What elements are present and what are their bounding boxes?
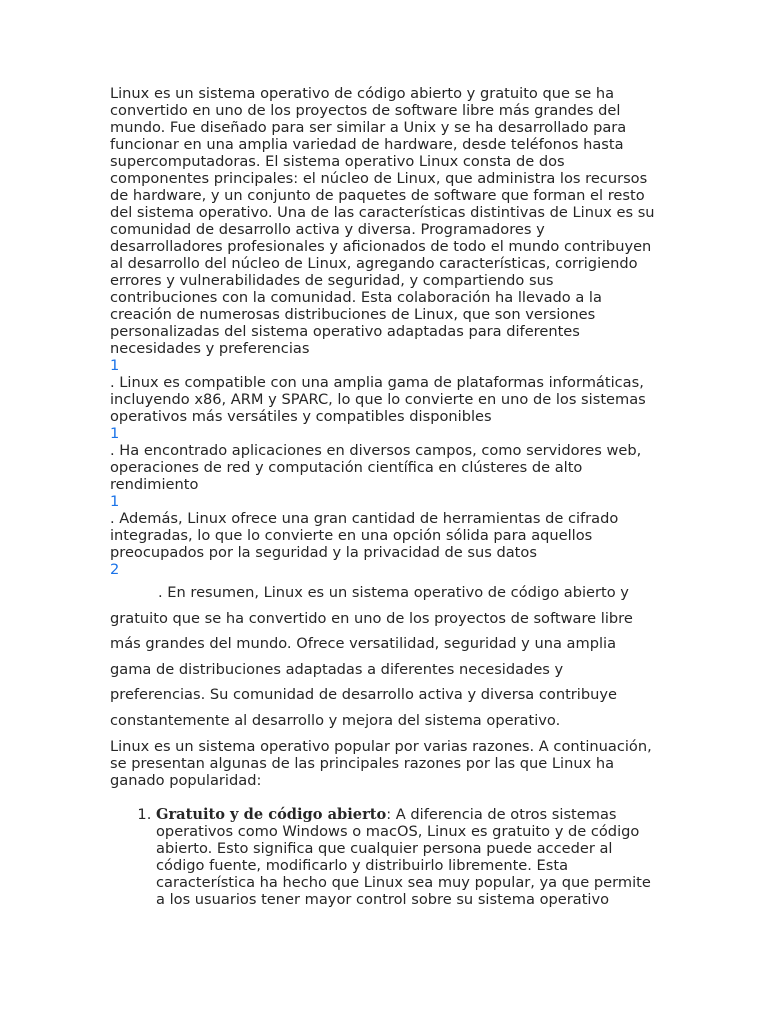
paragraph-applications: . Ha encontrado aplicaciones en diversos campos, como servidores web, operaciones de red y computación científica en clústeres de alto rendimiento bbox=[110, 442, 642, 493]
paragraph-intro-reasons: Linux es un sistema operativo popular por varias razones. A continuación, se presentan algunas de las principales razones por las que Linux ha ganado popularidad: bbox=[110, 738, 652, 789]
document-body bbox=[110, 85, 662, 908]
citation-link-4[interactable]: 2 bbox=[110, 561, 120, 578]
reasons-list bbox=[110, 806, 662, 908]
reason-title: Gratuito y de código abierto bbox=[156, 806, 387, 823]
reason-text: : A diferencia de otros sistemas operativos como Windows o macOS, Linux es gratuito y de código abierto. Esto significa que cualquier persona puede acceder al código fuente, modificarlo y distribuirlo libremente. Esta característica ha hecho que Linux sea muy popular, ya que permite a los usuarios tener mayor control sobre su sistema operativo bbox=[156, 806, 651, 908]
paragraph-linux-overview: Linux es un sistema operativo de código abierto y gratuito que se ha convertido en uno de los proyectos de software libre más grandes del mundo. Fue diseñado para ser similar a Unix y se ha desarrollado para funcionar en una amplia variedad de hardware, desde teléfonos hasta supercomputadoras. El sistema operativo Linux consta de dos componentes principales: el núcleo de Linux, que administra los recursos de hardware, y un conjunto de paquetes de software que forman el resto del sistema operativo. Una de las características distintivas de Linux es su comunidad de desarrollo activa y diversa. Programadores y desarrolladores profesionales y aficionados de todo el mundo contribuyen al desarrollo del núcleo de Linux, agregando características, corrigiendo errores y vulnerabilidades de seguridad, y compartiendo sus contribuciones con la comunidad. Esta colaboración ha llevado a la creación de numerosas distribuciones de Linux, que son versiones personalizadas del sistema operativo adaptadas para diferentes necesidades y preferencias bbox=[110, 85, 655, 357]
paragraph-security: . Además, Linux ofrece una gran cantidad de herramientas de cifrado integradas, lo que lo convierte en una opción sólida para aquellos preocupados por la seguridad y la privacidad de sus datos bbox=[110, 510, 619, 561]
citation-link-3[interactable]: 1 bbox=[110, 493, 120, 510]
list-item bbox=[156, 806, 662, 908]
citation-link-2[interactable]: 1 bbox=[110, 425, 120, 442]
paragraph-compatibility: . Linux es compatible con una amplia gama de plataformas informáticas, incluyendo x86, ARM y SPARC, lo que lo convierte en uno de los sistemas operativos más versátiles y compatibles disponibles bbox=[110, 374, 646, 425]
paragraph-summary: . En resumen, Linux es un sistema operativo de código abierto y gratuito que se ha convertido en uno de los proyectos de software libre más grandes del mundo. Ofrece versatilidad, seguridad y una amplia gama de distribuciones adaptadas a diferentes necesidades y preferencias. Su comunidad de desarrollo activa y diversa contribuye constantemente al desarrollo y mejora del sistema operativo. bbox=[110, 584, 633, 729]
citation-link-1[interactable]: 1 bbox=[110, 357, 120, 374]
